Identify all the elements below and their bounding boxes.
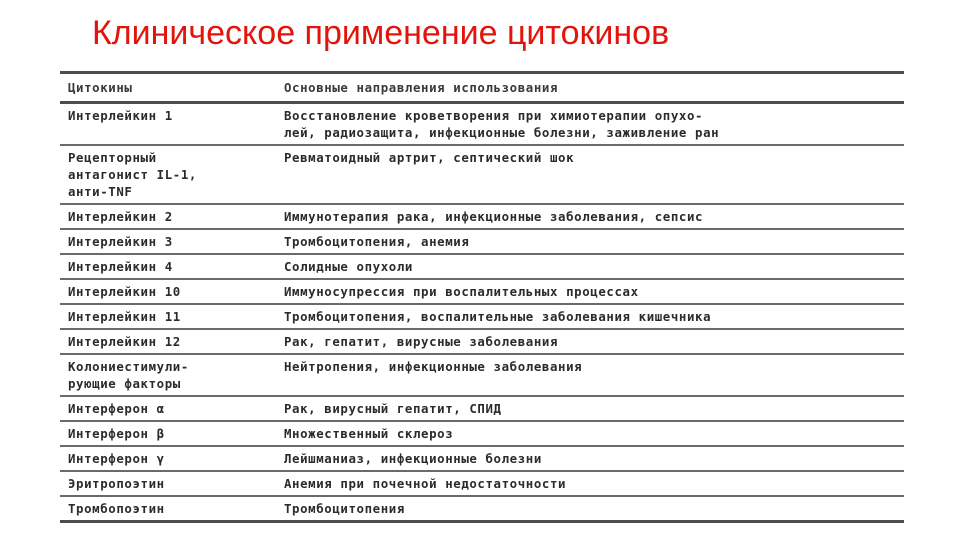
slide-title: Клиническое применение цитокинов <box>92 14 670 52</box>
table-row <box>60 496 904 522</box>
cytokine-name: Интерлейкин 2 <box>68 209 173 224</box>
cytokine-use: Множественный склероз <box>284 426 454 441</box>
cytokine-use: Нейтропения, инфекционные заболевания <box>284 359 583 374</box>
cytokine-table <box>60 71 904 523</box>
table-row <box>60 471 904 496</box>
table-row <box>60 304 904 329</box>
cytokine-name: Интерлейкин 4 <box>68 259 173 274</box>
table-row <box>60 204 904 229</box>
table-row <box>60 254 904 279</box>
cytokine-use: Иммуносупрессия при воспалительных процессах <box>284 284 639 299</box>
cytokine-use: Анемия при почечной недостаточности <box>284 476 567 491</box>
cytokine-use: Иммунотерапия рака, инфекционные заболевания, сепсис <box>284 209 704 224</box>
table-row <box>60 396 904 421</box>
cytokine-use: Восстановление кроветворения при химиотерапии опухо- лей, радиозащита, инфекционные болезни, заживление ран <box>284 108 720 140</box>
table-row <box>60 421 904 446</box>
cytokine-use: Солидные опухоли <box>284 259 413 274</box>
table-row <box>60 229 904 254</box>
cytokine-name: Рецепторный антагонист IL-1, анти-TNF <box>68 150 197 199</box>
cytokine-name: Интерферон α <box>68 401 165 416</box>
cytokine-use: Ревматоидный артрит, септический шок <box>284 150 575 165</box>
table-row <box>60 103 904 146</box>
table-row <box>60 329 904 354</box>
cytokine-name: Интерлейкин 3 <box>68 234 173 249</box>
cytokine-table-container <box>60 71 904 523</box>
cytokine-use: Тромбоцитопения <box>284 501 405 516</box>
cytokine-name: Колониестимули- рующие факторы <box>68 359 189 391</box>
cytokine-name: Тромбопоэтин <box>68 501 165 516</box>
header-cytokines: Цитокины <box>68 80 133 95</box>
cytokine-name: Интерлейкин 10 <box>68 284 181 299</box>
cytokine-use: Рак, вирусный гепатит, СПИД <box>284 401 502 416</box>
cytokine-name: Интерферон γ <box>68 451 165 466</box>
table-row <box>60 446 904 471</box>
table-row <box>60 279 904 304</box>
cytokine-name: Интерлейкин 11 <box>68 309 181 324</box>
table-row <box>60 145 904 204</box>
cytokine-use: Тромбоцитопения, воспалительные заболевания кишечника <box>284 309 712 324</box>
cytokine-name: Интерлейкин 12 <box>68 334 181 349</box>
table-row <box>60 354 904 396</box>
cytokine-use: Тромбоцитопения, анемия <box>284 234 470 249</box>
cytokine-use: Лейшманиаз, инфекционные болезни <box>284 451 542 466</box>
cytokine-use: Рак, гепатит, вирусные заболевания <box>284 334 559 349</box>
cytokine-name: Интерферон β <box>68 426 165 441</box>
header-main-uses: Основные направления использования <box>284 80 559 95</box>
table-header-row <box>60 73 904 103</box>
cytokine-name: Эритропоэтин <box>68 476 165 491</box>
cytokine-name: Интерлейкин 1 <box>68 108 173 123</box>
